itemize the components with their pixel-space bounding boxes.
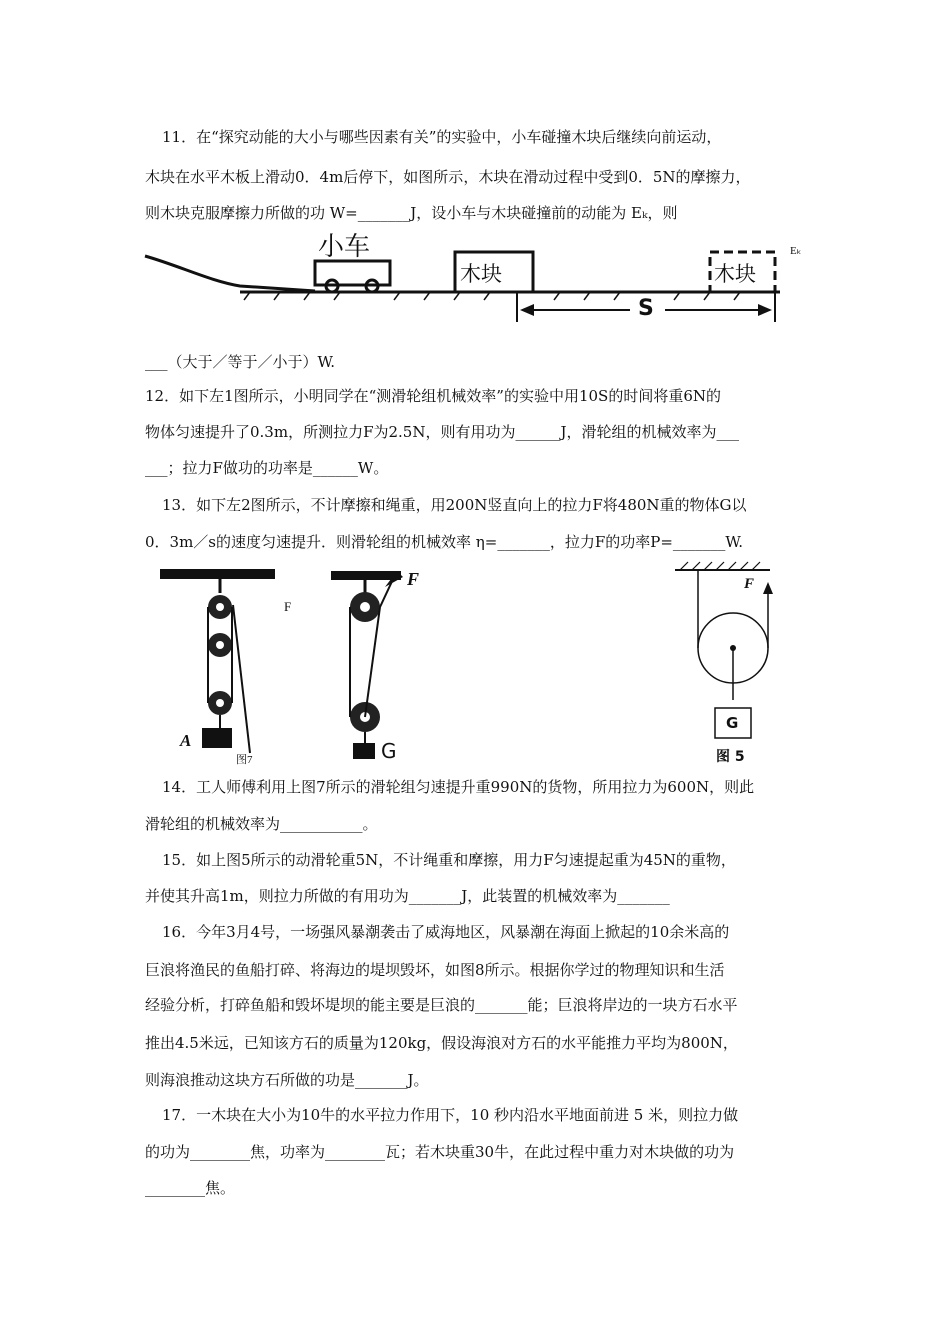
q16-line-3: 经验分析，打碎鱼船和毁坏堤坝的能主要是巨浪的_______能；巨浪将岸边的一块方石水平 [145,996,738,1014]
car-label: 小车 [318,232,371,262]
q11-line-1: 11．在“探究动能的大小与哪些因素有关”的实验中，小车碰撞木块后继续向前运动， [162,128,722,146]
block-label-2: 木块 [714,262,756,286]
q16-line-2: 巨浪将渔民的鱼船打碎、将海边的堤坝毁坏，如图8所示。根据你学过的物理知识和生活 [145,961,725,979]
q17-line-1: 17．一木块在大小为10牛的水平拉力作用下，10 秒内沿水平地面前进 5 米，则拉力做 [162,1106,739,1124]
distance-s-label: S [638,296,654,321]
fig7-caption: 图7 [236,754,253,766]
q16-line-5: 则海浪推动这块方石所做的功是_______J。 [145,1071,429,1089]
pulley-figure-2 [325,565,445,765]
fig5-force-label: F [744,576,755,592]
q12-line-1: 12．如下左1图所示，小明同学在“测滑轮组机械效率”的实验中用10S的时间将重6N的 [145,387,722,405]
q16-line-4: 推出4.5米远，已知该方石的质量为120kg，假设海浪对方石的水平能推力平均为800N， [145,1034,738,1052]
q11-figure [140,226,810,336]
pulley-figure-7 [160,565,300,765]
q17-line-2: 的功为________焦，功率为________瓦；若木块重30牛，在此过程中重力对木块做的功为 [145,1143,735,1161]
q11-line-4: ___（大于／等于／小于）W. [145,353,336,371]
q14-line-2: 滑轮组的机械效率为___________。 [145,815,378,833]
q14-line-1: 14．工人师傅利用上图7所示的滑轮组匀速提升重990N的货物，所用拉力为600N，则此 [162,778,755,796]
q12-line-3: ___；拉力F做功的功率是______W。 [145,459,389,477]
q11-line-3: 则木块克服摩擦力所做的功 W=_______J，设小车与木块碰撞前的动能为 Eₖ，则 [145,204,678,222]
q11-ek-label: Eₖ [790,245,802,257]
pulley-figure-5 [670,560,810,770]
block-label-1: 木块 [460,262,502,286]
q13-line-2: 0．3m／s的速度匀速提升．则滑轮组的机械效率 η=_______，拉力F的功率P=_______W. [145,533,743,551]
fig5-g-label: G [726,714,739,732]
fig2-g-label: G [381,739,397,763]
fig7-a-label: A [180,731,192,750]
q11-line-2: 木块在水平木板上滑动0．4m后停下，如图所示，木块在滑动过程中受到0．5N的摩擦力， [145,168,751,186]
q15-line-2: 并使其升高1m，则拉力所做的有用功为_______J，此装置的机械效率为_______ [145,887,670,905]
q17-line-3: ________焦。 [145,1179,236,1197]
fig5-caption: 图 5 [716,749,745,765]
q16-line-1: 16．今年3月4号，一场强风暴潮袭击了威海地区，风暴潮在海面上掀起的10余米高的 [162,923,730,941]
fig7-force-label: F [284,599,292,614]
fig2-force-label: F [407,569,420,589]
q15-line-1: 15．如上图5所示的动滑轮重5N，不计绳重和摩擦，用力F匀速提起重为45N的重物， [162,851,736,869]
q13-line-1: 13．如下左2图所示，不计摩擦和绳重，用200N竖直向上的拉力F将480N重的物体G以 [162,496,747,514]
q12-line-2: 物体匀速提升了0.3m，所测拉力F为2.5N，则有用功为______J，滑轮组的机械效率为___ [145,423,739,441]
